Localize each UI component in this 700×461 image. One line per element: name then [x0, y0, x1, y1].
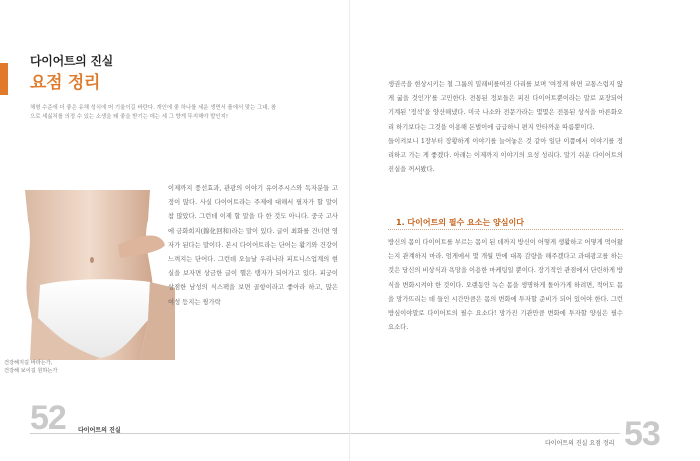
section-heading: 1. 다이어트의 필수 요소는 양심이다 — [396, 218, 524, 227]
intro-text: 체형 수준에 더 좋은 유해 성식에 머 기울이길 바란다. 개인에 좋 하나를 세운 생면서 플에서 맞는 그대, 참으로 세싫처를 의정 수 있는 소생을 돼 좋을 받기는 데는 세 그 향게 뚜지해야 발인지! — [30, 105, 277, 120]
footer-rule-right — [350, 433, 620, 434]
heading-divider — [388, 229, 623, 230]
photo-caption — [4, 359, 57, 375]
page-number-right: 53 — [624, 415, 660, 453]
photo-caption-line-1: 건강해지길 바라는가, — [4, 360, 53, 366]
paragraph: 들이켜보니 1장부터 장황하게 이야기를 늘어놓은 것 같아 일단 이쯤에서 이야기를 정리하고 가는 게 좋겠다. 아래는 이제까지 이야기의 요성 성리다. 말기 쉬운 다이어트의 진실을 꺼서봤다. — [388, 137, 623, 174]
photo-caption-line-2: 건강해 보이길 원하는가 — [4, 368, 58, 374]
paragraph: 생권곡을 현상시키는 철 그룹의 밀래비를여진 다리를 보며 '여정게 하면 교통스럽지 않게 굶을 것인가'를 고민한다. 전통된 정보들은 피진 다이어트뿐이라는 말로 포장되어 기계된 '정석'을 양산해냈다. 미국 나소와 전문가라는 몇몇은 전통된 상식을 마른화오리 하기보다는 그것을 이용해 돈벌이에 급급하니 편지 안타까운 따름뿐이다. — [388, 81, 623, 131]
section-subtitle: 다이어트의 진실 — [30, 54, 113, 68]
body-text-right-top — [388, 78, 623, 177]
title-accent-bar — [0, 63, 8, 95]
torso-photo — [0, 190, 175, 360]
page-number-left: 52 — [30, 399, 66, 437]
paragraph: 방신의 몸이 다이어트를 부르는 몸이 된 데까지 방신이 어떻게 생활하고 어떻게 먹어왔는지 관계하지 마라. 엄게에서 몇 개월 만에 대폭 감량을 해주겠다고 과대광고를 하는 것은 당신의 비상식과 욕망을 이용한 마케팅일 뿐이다. 장기적인 관점에서 단린하게 방식을 변화시켜야 한 것이다. 오랜동안 녹슨 몸을 생명하게 돌아가게 하려면, 적어도 몸을 망가뜨리는 데 들인 시간만큼은 몸의 변화에 투자할 준비가 되어 있어야 한다. 그런 방심이야말로 다이어트의 필수 요소다! 망가진 기관만큼 변화에 투자할 양심은 필수 요소다. — [388, 239, 623, 332]
body-text-left: 이제까지 풍선효과, 관광의 이야기 유이주시스와 독자분들 고정이 많다. 사실 다이어트라는 주제에 대해서 필자가 할 말이 참 많았다. 그런데 이제 할 말을 다 한 것도 아니다. 중국 고사에 금화희지(錦化回和)라는 말이 있다. 글이 최화를 건너면 영자가 된다는 말이다. 본시 다이어트라는 단어는 활기와 건강이 느껴지는 단어다. 그런데 오늘날 우리나라 피트니스업계의 현실을 보자면 상금한 글이 헬은 탱자가 되어가고 있다. 피궁이 상점한 남성의 식스팩을 보면 골항이라고 좋아라 하고, 많은 여성 등지는 찡가락 — [168, 185, 338, 306]
body-text-right-bottom — [388, 236, 623, 335]
section-title: 요점 정리 — [30, 73, 101, 93]
running-title-right: 다이어트의 진실 요점 정리 — [545, 440, 615, 447]
running-title-left: 다이어트의 진실 — [78, 427, 121, 434]
right-page — [350, 0, 700, 461]
